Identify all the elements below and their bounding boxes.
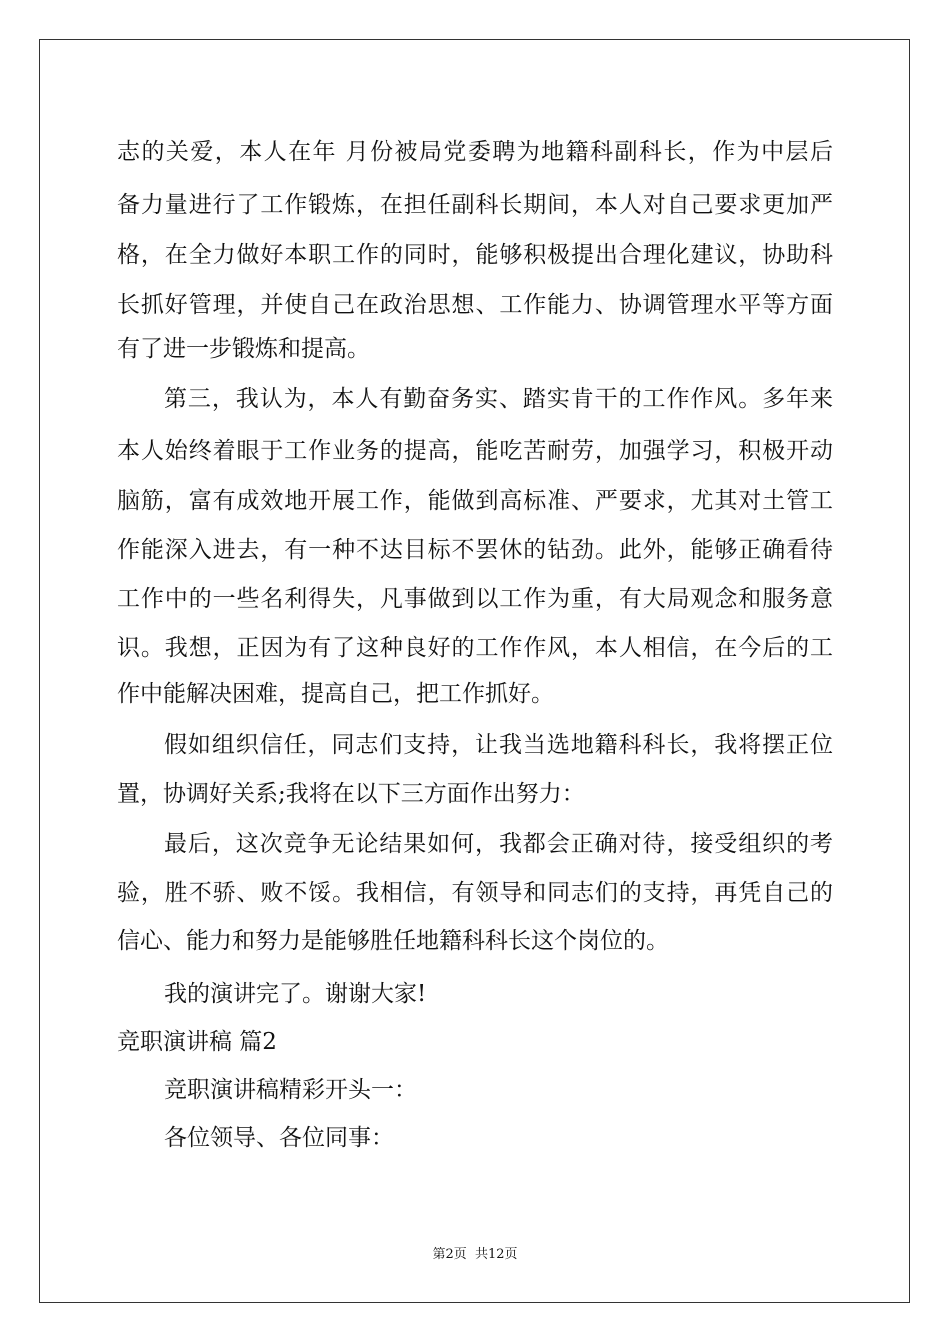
text-line: 识。我想，正因为有了这种良好的工作作风，本人相信，在今后的工 [117, 635, 833, 661]
page-number-footer [0, 1247, 950, 1263]
text-line: 作中能解决困难，提高自己，把工作抓好。 [117, 681, 554, 707]
text-line: 志的关爱，本人在年 月份被局党委聘为地籍科副科长，作为中层后 [117, 139, 833, 165]
text-line: 本人始终着眼于工作业务的提高，能吃苦耐劳，加强学习，积极开动 [117, 438, 833, 464]
paragraph-start: 最后，这次竞争无论结果如何，我都会正确对待，接受组织的考 [164, 831, 833, 857]
document-body [117, 0, 833, 1344]
paragraph-start: 我的演讲完了。谢谢大家! [164, 981, 427, 1007]
text-line: 格，在全力做好本职工作的同时，能够积极提出合理化建议，协助科 [117, 242, 833, 268]
text-line: 置，协调好关系;我将在以下三方面作出努力： [117, 781, 585, 807]
text-line: 有了进一步锻炼和提高。 [117, 336, 370, 362]
text-line: 验，胜不骄、败不馁。我相信，有领导和同志们的支持，再凭自己的 [117, 880, 833, 906]
text-line: 工作中的一些名利得失，凡事做到以工作为重，有大局观念和服务意 [117, 586, 833, 612]
text-line: 长抓好管理，并使自己在政治思想、工作能力、协调管理水平等方面 [117, 292, 833, 318]
paragraph-start: 假如组织信任，同志们支持，让我当选地籍科科长，我将摆正位 [164, 732, 833, 758]
paragraph-start: 第三，我认为，本人有勤奋务实、踏实肯干的工作作风。多年来 [164, 386, 833, 412]
text-line: 作能深入进去，有一种不达目标不罢休的钻劲。此外，能够正确看待 [117, 537, 833, 563]
text-line: 备力量进行了工作锻炼，在担任副科长期间，本人对自己要求更加严 [117, 192, 833, 218]
text-line: 脑筋，富有成效地开展工作，能做到高标准、严要求，尤其对土管工 [117, 488, 833, 514]
salutation: 各位领导、各位同事： [164, 1125, 394, 1151]
text-line: 信心、能力和努力是能够胜任地籍科科长这个岗位的。 [117, 928, 669, 954]
page-label: 第2页 共12页 [432, 1247, 518, 1262]
paragraph-start: 竞职演讲稿精彩开头一： [164, 1077, 417, 1103]
section-heading: 竞职演讲稿 篇2 [117, 1029, 277, 1055]
